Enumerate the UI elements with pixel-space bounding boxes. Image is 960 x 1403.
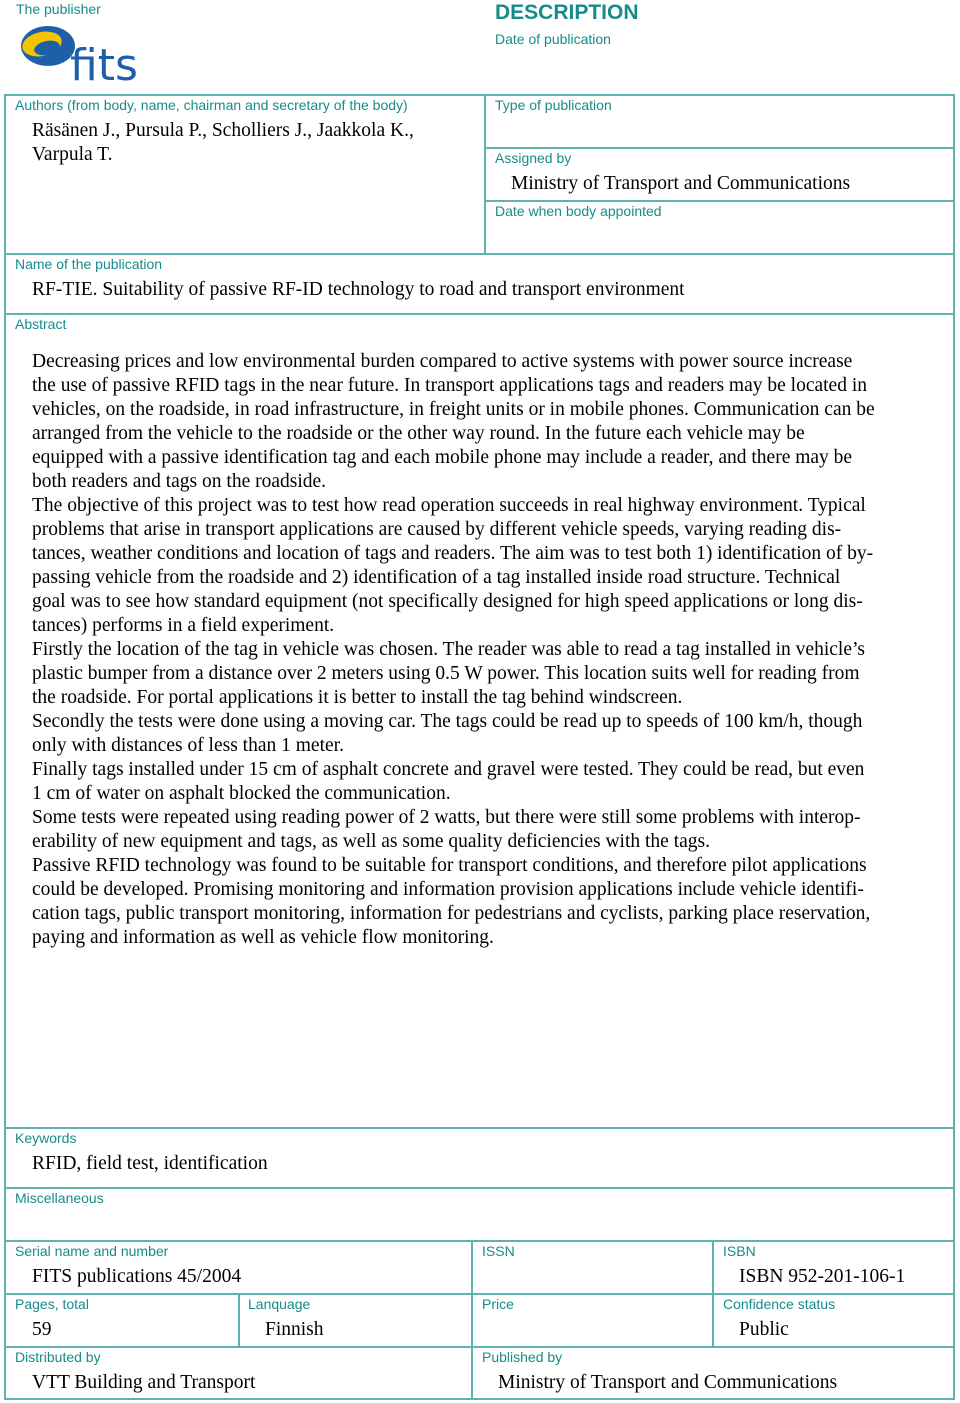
abstract-line: The objective of this project was to test how read operation succeeds in real highway environment. Typical	[32, 495, 866, 516]
abstract-line: plastic bumper from a distance over 2 meters using 0.5 W power. This location suits well for reading from	[32, 663, 860, 684]
abstract-line: Some tests were repeated using reading power of 2 watts, but there were still some problems with interop-	[32, 807, 861, 828]
abstract-line: goal was to see how standard equipment (not specifically designed for high speed applications or long dis-	[32, 591, 863, 612]
abstract-line: Passive RFID technology was found to be suitable for transport conditions, and therefore pilot applications	[32, 855, 867, 876]
rule-name	[4, 253, 955, 255]
rule-abstract	[4, 313, 955, 315]
rule-serial	[4, 1240, 955, 1242]
price-label: Price	[482, 1296, 514, 1312]
language-value: Finnish	[265, 1319, 324, 1340]
confidence-label: Confidence status	[723, 1296, 836, 1312]
authors-label: Authors (from body, name, chairman and secretary of the body)	[15, 97, 408, 113]
issn-label: ISSN	[482, 1243, 515, 1259]
abstract-text	[32, 350, 947, 950]
rule-distributed	[4, 1346, 955, 1348]
abstract-line: Secondly the tests were done using a moving car. The tags could be read up to speeds of 100 km/h, though	[32, 711, 863, 732]
confidence-value: Public	[739, 1319, 789, 1340]
isbn-value: ISBN 952-201-106-1	[739, 1266, 906, 1287]
published-by-value: Ministry of Transport and Communications	[498, 1372, 838, 1393]
abstract-line: Firstly the location of the tag in vehicle was chosen. The reader was able to read a tag installed in vehicle’s	[32, 639, 865, 660]
rule-assigned	[484, 200, 955, 202]
abstract-line: only with distances of less than 1 meter.	[32, 735, 344, 756]
abstract-line: could be developed. Promising monitoring and information provision applications include vehicle identifi-	[32, 879, 864, 900]
abstract-line: erability of new equipment and tags, as well as some quality deficiencies with the tags.	[32, 831, 710, 852]
abstract-line: both readers and tags on the roadside.	[32, 471, 327, 492]
divider-bottom-right	[712, 1240, 714, 1346]
right-border	[953, 94, 955, 1400]
distributed-by-label: Distributed by	[15, 1349, 101, 1365]
rule-keywords	[4, 1127, 955, 1129]
divider-pages-language	[238, 1293, 240, 1347]
abstract-line: arranged from the vehicle to the roadside or the other way round. In the future each vehicle may be	[32, 423, 805, 444]
date-of-publication-label: Date of publication	[495, 31, 611, 47]
abstract-label: Abstract	[15, 316, 67, 332]
publication-name-value: RF-TIE. Suitability of passive RF-ID technology to road and transport environment	[32, 279, 685, 300]
divider-bottom-middle	[471, 1240, 473, 1400]
abstract-line: problems that arise in transport applications are caused by different vehicle speeds, varying reading dis-	[32, 519, 842, 540]
keywords-label: Keywords	[15, 1130, 77, 1146]
isbn-label: ISBN	[723, 1243, 756, 1259]
authors-line-1: Räsänen J., Pursula P., Scholliers J., Jaakkola K.,	[32, 120, 414, 141]
abstract-line: paying and information as well as vehicle flow monitoring.	[32, 927, 494, 948]
serial-value: FITS publications 45/2004	[32, 1266, 242, 1287]
fits-logo-icon	[14, 20, 144, 90]
distributed-by-value: VTT Building and Transport	[32, 1372, 256, 1393]
fits-logo	[14, 20, 144, 90]
rule-pages	[4, 1293, 955, 1295]
divider-top-right	[484, 94, 486, 254]
abstract-line: passing vehicle from the roadside and 2) identification of a tag installed inside road structure. Technical	[32, 567, 841, 588]
logo-text: fits	[70, 40, 138, 90]
left-border	[4, 94, 6, 1400]
abstract-line: Finally tags installed under 15 cm of asphalt concrete and gravel were tested. They could be read, but even	[32, 759, 865, 780]
language-label: Lanquage	[248, 1296, 311, 1312]
abstract-line: vehicles, on the roadside, in road infrastructure, in freight units or in mobile phones. Communication can be	[32, 399, 875, 420]
keywords-value: RFID, field test, identification	[32, 1153, 268, 1174]
date-body-appointed-label: Date when body appointed	[495, 203, 662, 219]
serial-label: Serial name and number	[15, 1243, 169, 1259]
rule-bottom	[4, 1398, 955, 1400]
abstract-line: the use of passive RFID tags in the near future. In transport applications tags and readers may be located in	[32, 375, 867, 396]
publisher-label: The publisher	[16, 1, 101, 17]
assigned-by-label: Assigned by	[495, 150, 572, 166]
publication-name-label: Name of the publication	[15, 256, 163, 272]
abstract-line: Decreasing prices and low environmental burden compared to active systems with power source increase	[32, 351, 853, 372]
abstract-line: the roadside. For portal applications it is better to install the tag behind windscreen.	[32, 687, 683, 708]
abstract-line: cation tags, public transport monitoring, information for pedestrians and cyclists, parking place reservation,	[32, 903, 871, 924]
authors-line-2: Varpula T.	[32, 144, 113, 165]
type-of-publication-label: Type of publication	[495, 97, 612, 113]
assigned-by-value: Ministry of Transport and Communications	[511, 173, 851, 194]
miscellaneous-label: Miscellaneous	[15, 1190, 104, 1206]
abstract-line: 1 cm of water on asphalt blocked the communication.	[32, 783, 451, 804]
pages-label: Pages, total	[15, 1296, 89, 1312]
abstract-line: equipped with a passive identification tag and each mobile phone may include a reader, and there may be	[32, 447, 853, 468]
rule-top	[4, 94, 955, 96]
abstract-line: tances) performs in a field experiment.	[32, 615, 335, 636]
pages-value: 59	[32, 1319, 52, 1340]
published-by-label: Published by	[482, 1349, 563, 1365]
abstract-line: tances, weather conditions and location of tags and readers. The aim was to test both 1) identification of by-	[32, 543, 874, 564]
rule-type	[484, 147, 955, 149]
description-title: DESCRIPTION	[495, 1, 639, 24]
rule-misc	[4, 1187, 955, 1189]
